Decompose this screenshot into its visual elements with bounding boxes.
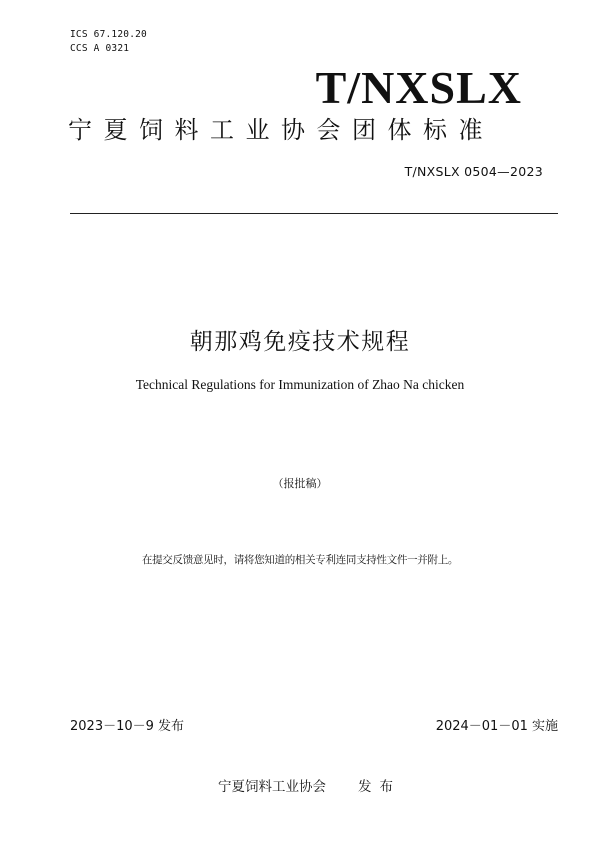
document-title-english: Technical Regulations for Immunization of Zhao Na chicken bbox=[135, 377, 465, 392]
ics-code: ICS 67.120.20 bbox=[70, 29, 147, 40]
association-standard-heading: 宁夏饲料工业协会团体标准 bbox=[68, 116, 494, 144]
brand-code: T/NXSLX bbox=[315, 62, 522, 113]
patent-notice: 在提交反馈意见时，请将您知道的相关专利连同支持性文件一并附上。 bbox=[141, 554, 459, 566]
standard-number: T/NXSLX 0504—2023 bbox=[404, 164, 543, 179]
draft-status: （报批稿） bbox=[272, 477, 328, 490]
issue-label: 发布 bbox=[358, 779, 401, 795]
document-title-chinese: 朝那鸡免疫技术规程 bbox=[189, 329, 411, 355]
ccs-code: CCS A 0321 bbox=[70, 43, 130, 54]
issuing-organization: 宁夏饲料工业协会 bbox=[218, 779, 326, 795]
release-date: 2023－10－9 发布 bbox=[70, 719, 185, 734]
implementation-date: 2024－01－01 实施 bbox=[435, 719, 558, 734]
header-divider bbox=[70, 213, 558, 214]
classification-codes bbox=[70, 28, 147, 56]
